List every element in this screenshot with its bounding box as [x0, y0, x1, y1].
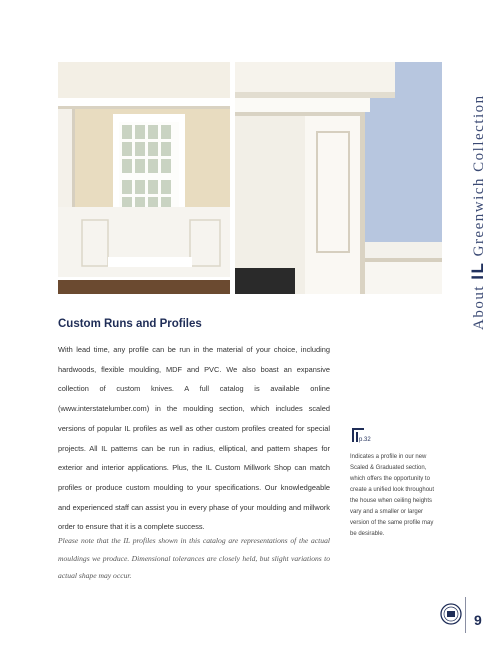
side-title-suffix: Greenwich Collection	[471, 94, 487, 262]
column-illustration	[235, 62, 442, 294]
scaled-profile-icon	[350, 426, 372, 444]
il-brand-mark: IL	[468, 261, 487, 280]
disclaimer-note: Please note that the IL profiles shown in this catalog are representations of the actual mouldings we produce. Dimensional tolerances are closely held, but slight variations to actual shape may occur.	[58, 536, 330, 580]
seal-icon	[440, 603, 462, 625]
profile-bracket-icon	[350, 426, 372, 444]
footer-divider	[465, 597, 466, 633]
company-seal-logo	[440, 603, 462, 625]
side-title-prefix: About	[471, 279, 487, 330]
window-room-illustration	[58, 62, 230, 294]
side-title	[468, 10, 488, 330]
sidebar-legend-text: Indicates a profile in our new Scaled & Graduated section, which offers the opportunity to create a unified look throughout the house when ceiling heights vary and a smaller or larger version of the same profile may be desirable.	[350, 454, 435, 537]
window-room-photo	[58, 62, 230, 294]
icon-page-ref: p.32	[359, 437, 371, 443]
section-heading: Custom Runs and Profiles	[58, 318, 202, 330]
page-number: 9	[474, 612, 482, 628]
fireplace-column-photo	[235, 62, 442, 294]
body-paragraph: With lead time, any profile can be run in the material of your choice, including hardwoods, flexible moulding, MDF and PVC. We also boast an expansive collection of custom knives. A full catalog is available online (www.interstatelumber.com) in the moulding section, which includes scaled versions of popular IL profiles as well as other custom profiles created for special projects. All IL patterns can be run in radius, elliptical, and pattern shapes for exterior and interior applications. Plus, the IL Custom Millwork Shop can match profiles or produce custom moulding to your specifications. Our knowledgeable and experienced staff can assist you in every phase of your moulding and millwork order to ensure that it is a complete success.	[58, 345, 330, 532]
